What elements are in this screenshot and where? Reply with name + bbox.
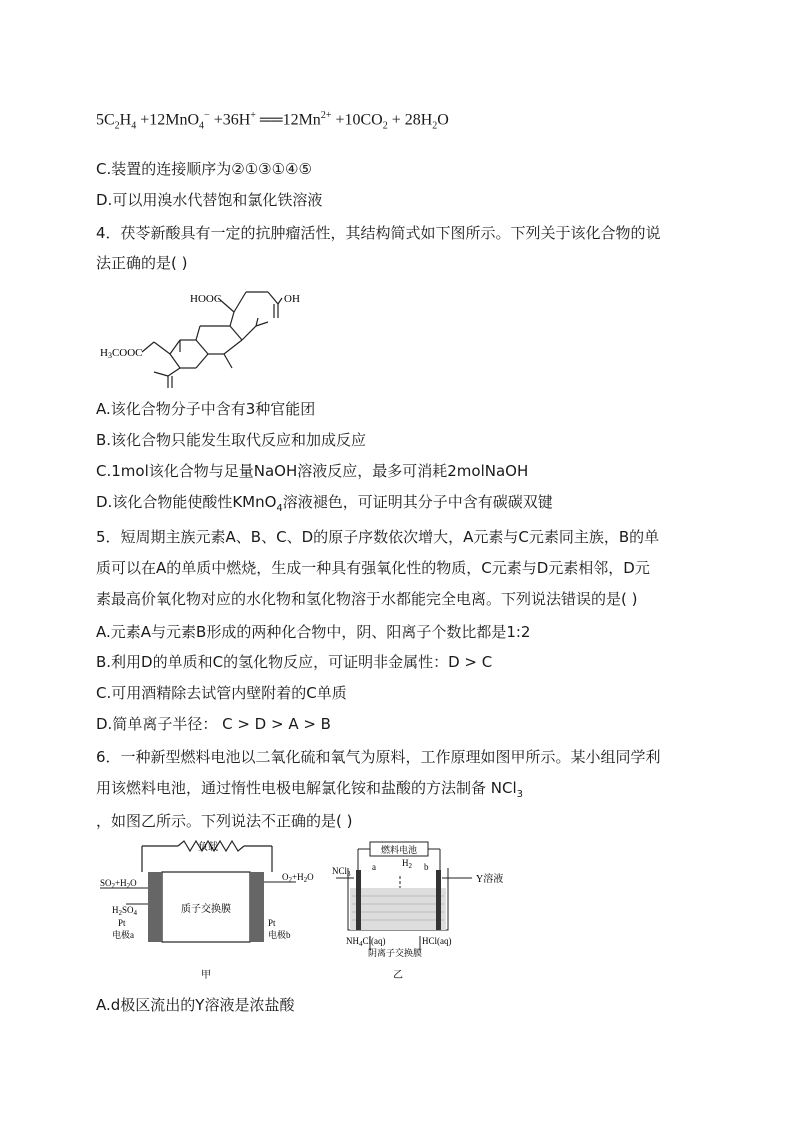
electrode-c [356, 870, 361, 930]
a-label: a [372, 862, 376, 872]
b-label: b [424, 862, 429, 872]
q4-stem-line1: 4．茯苓新酸具有一定的抗肿瘤活性，其结构简式如下图所示。下列关于该化合物的说 [96, 224, 661, 242]
q6-option-a: A.d极区流出的Y溶液是浓盐酸 [96, 996, 295, 1014]
q6-stem-line3: ，如图乙所示。下列说法不正确的是( ) [96, 812, 353, 830]
figure-jia [96, 838, 326, 988]
q5-stem-line2: 质可以在A的单质中燃烧，生成一种具有强氧化性的物质，C元素与D元素相邻，D元 [96, 559, 650, 577]
fuel-cell-label: 燃料电池 [380, 845, 418, 855]
anion-membrane-label: 阴离子交换膜 [368, 948, 423, 958]
electrode-b-label: 电极b [268, 930, 291, 940]
q3-option-c: C.装置的连接顺序为②①③①④⑤ [96, 160, 312, 178]
load-label: 负载 [198, 842, 218, 853]
pt-a-label: Pt [118, 918, 126, 928]
figure-yi [330, 838, 504, 988]
hcl-label: HCl(aq) [422, 936, 452, 946]
hooc-label: HOOC [190, 293, 222, 305]
q4-option-c: C.1mol该化合物与足量NaOH溶液反应，最多可消耗2molNaOH [96, 462, 529, 480]
electrode-a [148, 872, 162, 942]
q5-option-b: B.利用D的单质和C的氢化物反应，可证明非金属性：D > C [96, 653, 493, 671]
ncl3-label: NCl$_3$ [332, 866, 351, 878]
electrode-a-label: 电极a [112, 930, 134, 940]
oh-label: OH [284, 293, 300, 305]
q5-stem-line1: 5．短周期主族元素A、B、C、D的原子序数依次增大，A元素与C元素同主族，B的单 [96, 528, 660, 546]
h2-label: $H_2$ [402, 858, 412, 870]
ester-label: H3COOC [100, 347, 143, 360]
q6-stem-line1: 6．一种新型燃料电池以二氧化硫和氧气为原料，工作原理如图甲所示。某小组同学利 [96, 748, 661, 766]
q4-option-b: B.该化合物只能发生取代反应和加成反应 [96, 431, 367, 449]
q5-option-d: D.简单离子半径： C > D > A > B [96, 715, 331, 733]
chemical-structure [96, 282, 346, 392]
nh4cl-label: $NH_4Cl(aq)$ [346, 936, 386, 948]
q5-option-c: C.可用酒精除去试管内壁附着的C单质 [96, 684, 347, 702]
membrane-label: 质子交换膜 [181, 904, 231, 915]
electrode-d [436, 870, 441, 930]
q4-option-a: A.该化合物分子中含有3种官能团 [96, 400, 316, 418]
h2so4-label: $H_2SO_4$ [112, 905, 138, 917]
electrode-b [250, 872, 264, 942]
reaction-equation: $5C_2H_4 +12MnO_4^- +36H^+$ $══12Mn^{2+} +10CO_2 + 28H_2O$ [96, 110, 449, 132]
q3-option-d: D.可以用溴水代替饱和氯化铁溶液 [96, 191, 323, 209]
q4-option-d: D.该化合物能使酸性KMnO$_4$溶液褪色，可证明其分子中含有碳碳双键 [96, 493, 553, 514]
q6-stem-line2: 用该燃料电池，通过惰性电极电解氯化铵和盐酸的方法制备 NCl$_3$ [96, 779, 524, 800]
so2-label: $SO_2+H_2O$ [100, 878, 137, 890]
o2-label: $O_2+H_2O$ [282, 872, 314, 884]
caption-yi: 乙 [393, 970, 403, 981]
q4-stem-line2: 法正确的是( ) [96, 254, 188, 272]
y-solution-label: Y溶液 [476, 874, 504, 885]
q5-option-a: A.元素A与元素B形成的两种化合物中，阴、阳离子个数比都是1:2 [96, 623, 531, 641]
pt-b-label: Pt [268, 918, 276, 928]
q5-stem-line3: 素最高价氧化物对应的水化物和氢化物溶于水都能完全电离。下列说法错误的是( ) [96, 590, 638, 608]
caption-jia: 甲 [201, 970, 211, 981]
